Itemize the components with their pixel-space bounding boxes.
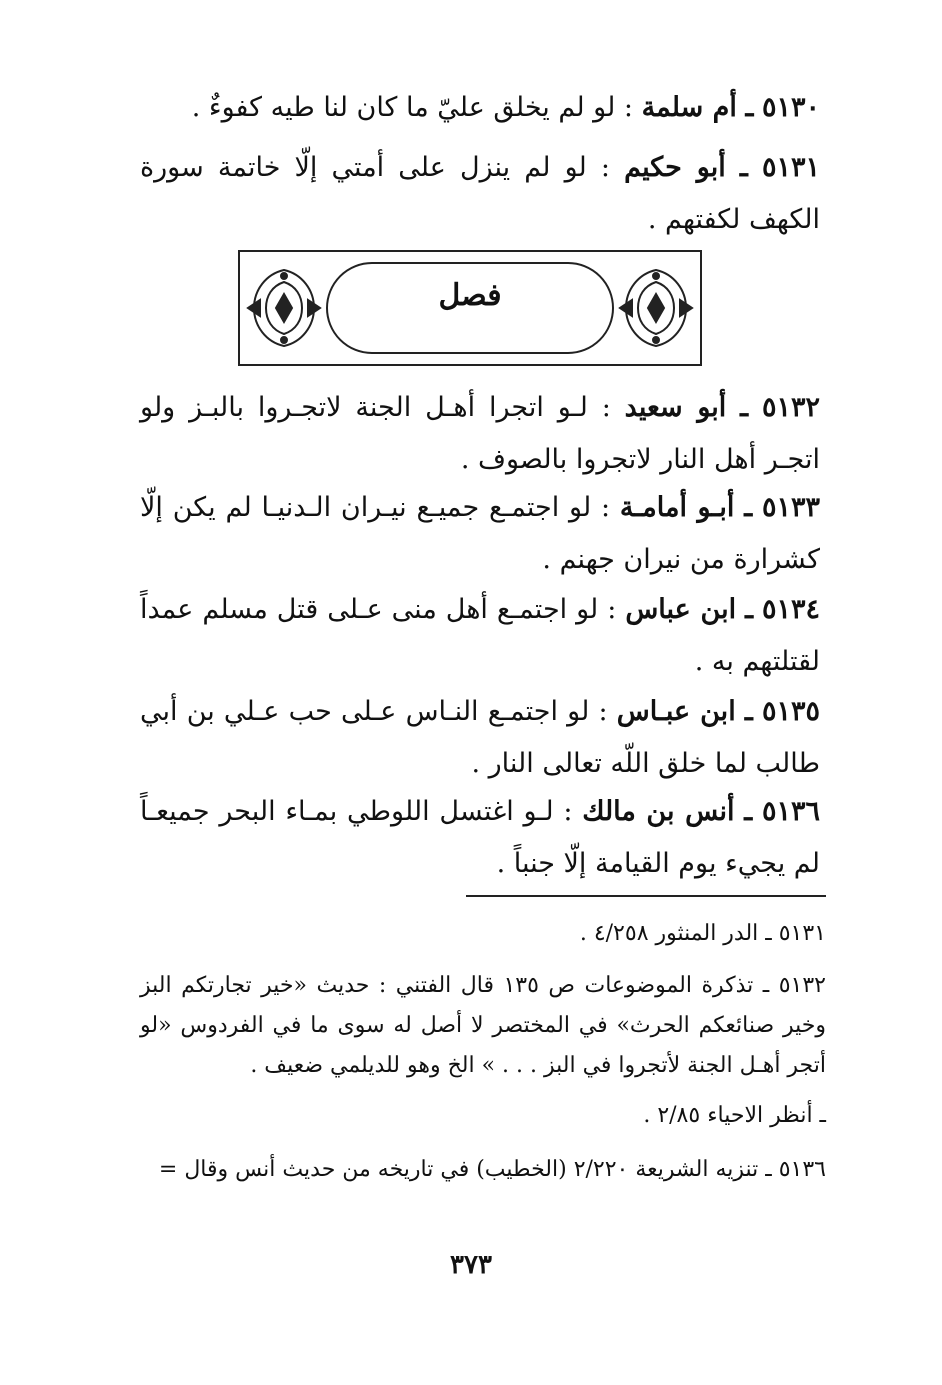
entry-number: ٥١٣٢ bbox=[761, 392, 820, 423]
arabesque-ornament-icon bbox=[616, 264, 696, 352]
entry-narrator: ابن عباس bbox=[625, 594, 737, 625]
hadith-entry bbox=[140, 786, 820, 890]
entry-text: : لو اجتمـع النـاس عـلى حب عـلي بن أبي طالب لما خلق اللّه تعالى النار . bbox=[140, 696, 820, 779]
entry-separator: ـ bbox=[739, 152, 748, 183]
entry-narrator: أبو حكيم bbox=[624, 152, 726, 183]
entry-text: : لـو اتجرا أهـل الجنة لاتجـروا بالبـز ولو اتجـر أهل النار لاتجروا بالصوف . bbox=[140, 392, 820, 475]
entry-separator: ـ bbox=[740, 392, 749, 423]
entry-text: : لـو اغتسل اللوطي بمـاء البحر جميعـاً لم يجيء يوم القيامة إلّا جنباً . bbox=[140, 796, 820, 879]
entry-narrator: ابن عبـاس bbox=[616, 696, 736, 727]
entry-text: : لو لم ينزل على أمتي إلّا خاتمة سورة الكهف لكفتهم . bbox=[140, 152, 820, 235]
entry-narrator: أم سلمة bbox=[641, 92, 737, 123]
entry-number: ٥١٣١ bbox=[761, 152, 820, 183]
entry-number: ٥١٣٥ bbox=[762, 696, 821, 727]
footnote: ٥١٣١ ـ الدر المنثور ٤/٢٥٨ . bbox=[579, 921, 826, 946]
entry-text: : لو اجتمـع جميـع نيـران الـدنيـا لم يكن إلّا كشرارة من نيران جهنم . bbox=[140, 492, 820, 575]
hadith-entry bbox=[140, 142, 820, 246]
entry-narrator: أبـو أمامـة bbox=[619, 492, 735, 523]
page-number: ٣٧٣ bbox=[450, 1250, 492, 1280]
entry-number: ٥١٣٦ bbox=[761, 796, 820, 827]
hadith-entry bbox=[140, 686, 820, 790]
entry-separator: ـ bbox=[744, 696, 753, 727]
section-title: فصل bbox=[438, 278, 502, 313]
section-banner bbox=[238, 250, 702, 366]
hadith-entry bbox=[140, 382, 820, 486]
footnote-divider bbox=[466, 895, 826, 897]
entry-text: : لو لم يخلق عليّ ما كان لنا طيه كفوءٌ . bbox=[191, 92, 634, 123]
footnote: ٥١٣٦ ـ تنزيه الشريعة ٢/٢٢٠ (الخطيب) في تاريخه من حديث أنس وقال = bbox=[158, 1157, 826, 1182]
entry-separator: ـ bbox=[744, 796, 753, 827]
hadith-entry bbox=[140, 482, 820, 586]
entry-narrator: أنس بن مالك bbox=[582, 796, 735, 827]
hadith-entry bbox=[140, 82, 820, 134]
entry-text: : لو اجتمـع أهل منى عـلى قتل مسلم عمداً لقتلتهم به . bbox=[140, 594, 820, 677]
footnote: ٥١٣٢ ـ تذكرة الموضوعات ص ١٣٥ قال الفتني : حديث «خير تجارتكم البز وخير صنائعكم الحرث» في المختصر لا أصل له سوى ما في الفردوس «لو أتجر أهـل الجنة لأتجروا في البز . . . » الخ وهو للديلمي ضعيف . bbox=[140, 973, 826, 1078]
entry-number: ٥١٣٠ bbox=[761, 92, 820, 123]
entry-number: ٥١٣٤ bbox=[761, 594, 820, 625]
entry-number: ٥١٣٣ bbox=[761, 492, 820, 523]
entry-separator: ـ bbox=[745, 92, 754, 123]
entry-separator: ـ bbox=[744, 492, 753, 523]
entry-separator: ـ bbox=[745, 594, 753, 625]
footnote: ـ أنظر الاحياء ٢/٨٥ . bbox=[643, 1103, 826, 1128]
hadith-entry bbox=[140, 584, 820, 688]
entry-narrator: أبو سعيد bbox=[624, 392, 727, 423]
